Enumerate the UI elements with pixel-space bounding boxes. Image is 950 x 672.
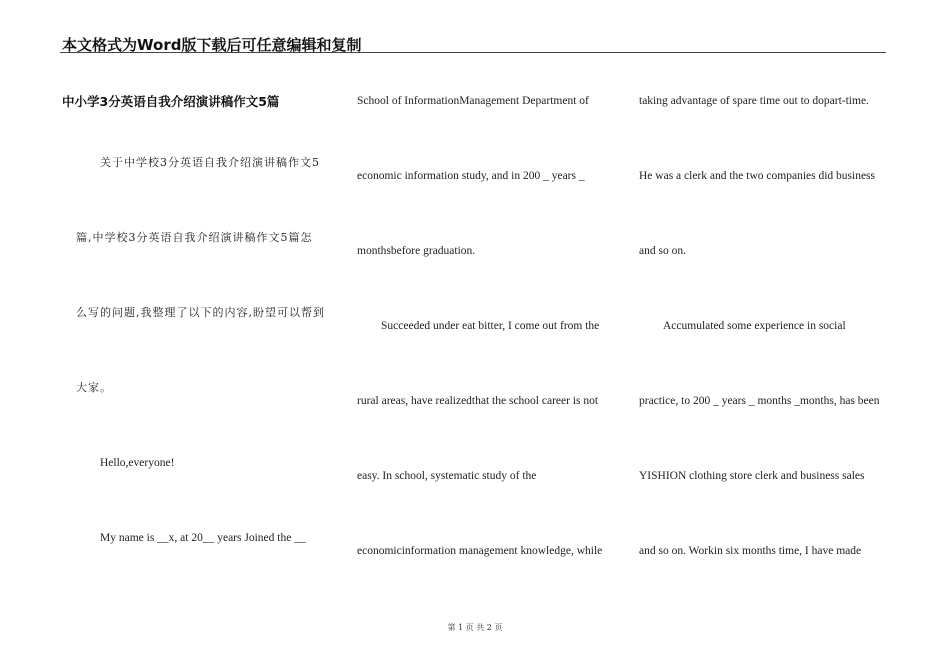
paragraph-line: monthsbefore graduation. [357,245,476,257]
paragraph-line: 篇,中学校3分英语自我介绍演讲稿作文5篇怎 [76,231,313,244]
paragraph-line: easy. In school, systematic study of the [357,470,537,482]
document-header-title: 本文格式为Word版下载后可任意编辑和复制 [62,36,362,54]
paragraph-line: Succeeded under eat bitter, I come out from the [381,320,600,332]
paragraph-line: YISHION clothing store clerk and business sales [639,470,865,482]
paragraph-line: 大家。 [76,381,112,394]
paragraph-line: Accumulated some experience in social [663,320,846,332]
document-title: 中小学3分英语自我介绍演讲稿作文5篇 [62,94,280,109]
paragraph-line: rural areas, have realizedthat the school career is not [357,395,599,407]
paragraph-line: 关于中学校3分英语自我介绍演讲稿作文5 [100,156,320,169]
paragraph-line: He was a clerk and the two companies did business [639,170,876,182]
paragraph-line: School of InformationManagement Department of [357,95,589,107]
paragraph-line: Hello,everyone! [100,457,175,469]
header-divider [60,52,886,53]
paragraph-line: 么写的问题,我整理了以下的内容,盼望可以帮到 [76,306,325,319]
paragraph-line: economicinformation management knowledge, while [357,545,603,557]
paragraph-line: economic information study, and in 200 _ years _ [357,170,585,182]
paragraph-line: My name is __x, at 20__ years Joined the __ [100,532,306,544]
paragraph-line: and so on. Workin six months time, I have made [639,545,862,557]
page-number: 第 1 页 共 2 页 [447,623,503,632]
paragraph-line: and so on. [639,245,686,257]
paragraph-line: practice, to 200 _ years _ months _months, has been [639,395,880,407]
paragraph-line: taking advantage of spare time out to dopart-time. [639,95,869,107]
